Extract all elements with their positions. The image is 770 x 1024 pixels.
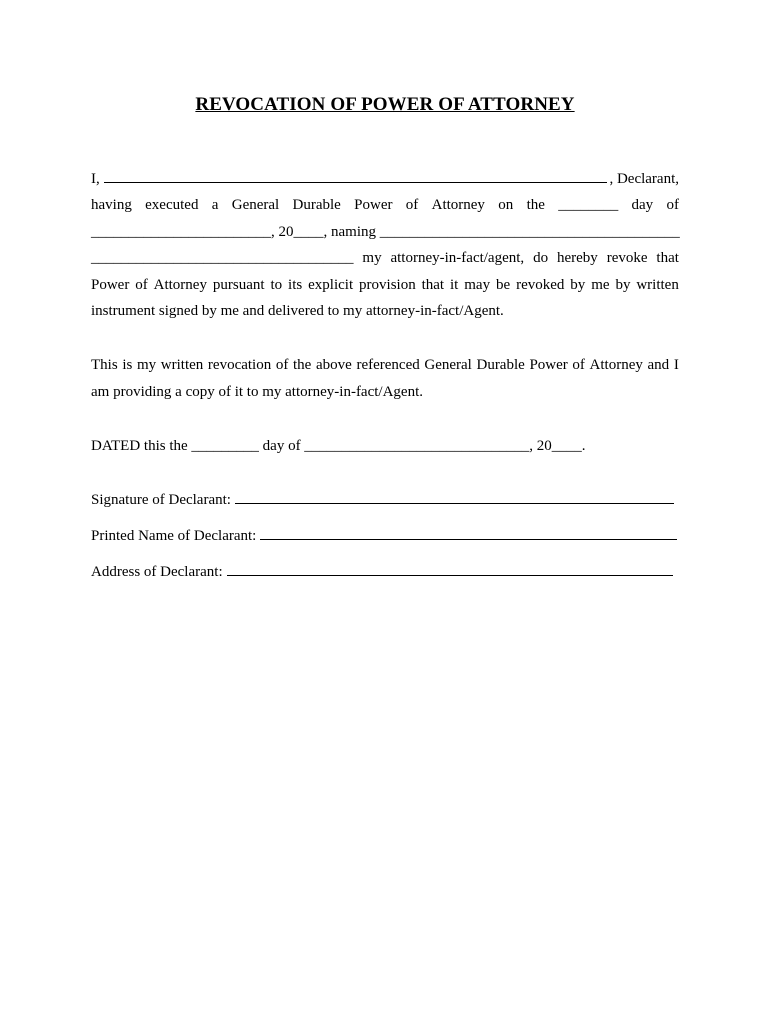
printed-name-field[interactable] — [260, 525, 677, 540]
word: its — [288, 277, 303, 293]
printed-name-label: Printed Name of Declarant: — [91, 528, 257, 544]
word: provision — [359, 277, 416, 293]
word: written — [636, 277, 679, 293]
word: that — [421, 277, 445, 293]
word: above — [315, 357, 352, 373]
word: ________ — [558, 197, 619, 213]
date-naming-line: ________________________, 20____, naming ________________________________________ — [91, 224, 680, 240]
word: executed — [145, 197, 199, 213]
word: pursuant — [212, 277, 265, 293]
word: my — [362, 250, 382, 266]
word: I — [673, 357, 679, 373]
word: Attorney — [431, 197, 485, 213]
word: of — [405, 197, 419, 213]
word: the — [293, 357, 312, 373]
signature-row — [91, 489, 674, 510]
word: Durable — [292, 197, 341, 213]
word: Attorney — [589, 357, 643, 373]
word: revoke — [606, 250, 648, 266]
printed-name-row — [91, 525, 677, 546]
instrument-line: instrument signed by me and delivered to my attorney-in-fact/Agent. — [91, 303, 504, 319]
word: revocation — [207, 357, 272, 373]
word: on — [498, 197, 514, 213]
word: that — [656, 250, 679, 266]
word: it — [450, 277, 459, 293]
word: be — [496, 277, 511, 293]
word: Power — [354, 197, 393, 213]
word: to — [270, 277, 283, 293]
execution-line — [91, 195, 679, 215]
address-field[interactable] — [227, 561, 673, 576]
revocation-line — [91, 355, 679, 375]
word: Power — [91, 277, 130, 293]
attorney-line — [91, 248, 679, 268]
declarant-line — [91, 168, 679, 189]
address-row — [91, 561, 673, 582]
word: hereby — [556, 250, 598, 266]
declarant-suffix: , Declarant, — [609, 171, 679, 187]
word: do — [533, 250, 549, 266]
word: written — [160, 357, 204, 373]
word: General — [424, 357, 472, 373]
word: General — [231, 197, 280, 213]
word: Attorney — [153, 277, 207, 293]
word: of — [275, 357, 289, 373]
word: a — [211, 197, 219, 213]
word: my — [136, 357, 157, 373]
word: Power — [529, 357, 568, 373]
word: referenced — [356, 357, 420, 373]
declarant-prefix: I, — [91, 171, 100, 187]
declarant-name-blank[interactable] — [104, 168, 608, 183]
word: and — [647, 357, 670, 373]
address-label: Address of Declarant: — [91, 564, 223, 580]
word: day — [631, 197, 654, 213]
word: This — [91, 357, 118, 373]
word: ___________________________________ — [91, 250, 354, 266]
word: of — [572, 357, 585, 373]
word: Durable — [476, 357, 525, 373]
signature-label: Signature of Declarant: — [91, 492, 231, 508]
provision-line — [91, 275, 679, 295]
word: by — [615, 277, 631, 293]
word: attorney-in-fact/agent, — [390, 250, 525, 266]
word: the — [526, 197, 545, 213]
word: of — [666, 197, 679, 213]
word: may — [464, 277, 491, 293]
word: explicit — [308, 277, 354, 293]
word: revoked — [516, 277, 565, 293]
signature-field[interactable] — [235, 489, 674, 504]
copy-line: am providing a copy of it to my attorney-in-fact/Agent. — [91, 384, 423, 400]
word: is — [122, 357, 133, 373]
document-title: REVOCATION OF POWER OF ATTORNEY — [195, 94, 575, 115]
word: having — [91, 197, 132, 213]
dated-line: DATED this the _________ day of ______________________________, 20____. — [91, 438, 586, 454]
word: me — [591, 277, 610, 293]
word: of — [135, 277, 148, 293]
word: by — [570, 277, 586, 293]
